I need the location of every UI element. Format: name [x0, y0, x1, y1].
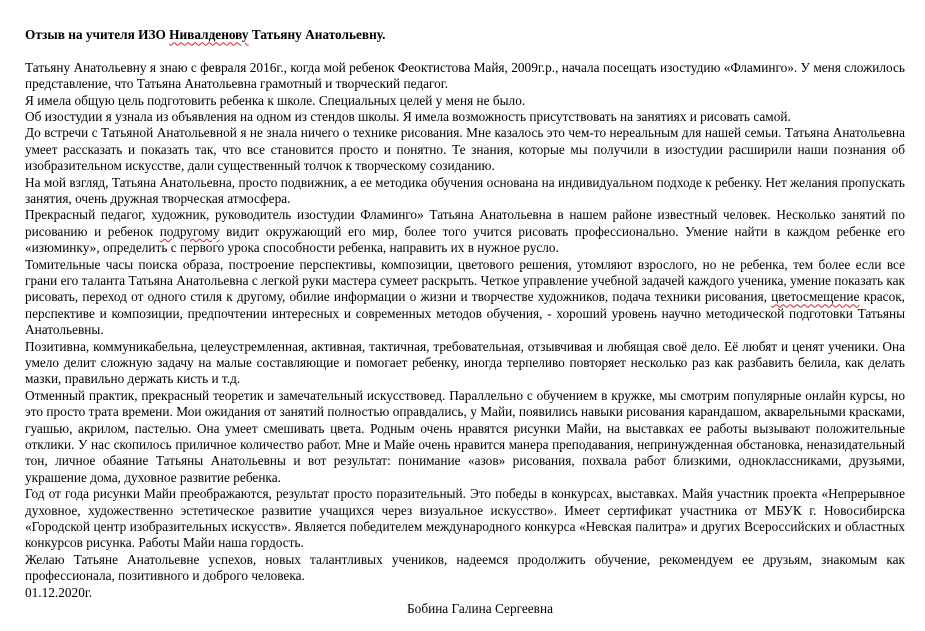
document-page: [25, 14, 905, 631]
paragraph: Год от года рисунки Майи преображаются, результат просто поразительный. Это победы в конкурсах, выставках. Майя участник проекта «Непрерывное духовное, художественно эстетическое развитие учащихся через визуальное искусство». Имеет сертификат участника от МБУК г. Новосибирска «Городской центр изобразительных искусств». Является победителем международного конкурса «Невская палитра» и других Всероссийских и областных конкурсов рисунка. Работы Майи наша гордость.: [25, 486, 905, 551]
paragraph: Отменный практик, прекрасный теоретик и замечательный искусствовед. Параллельно с обучением в кружке, мы смотрим популярные онлайн курсы, но это просто трата времени. Мои ожидания от занятий полностью оправдались, у Майи, появились навыки рисования карандашом, акварельными красками, гуашью, акрилом, пастелью. Она умеет смешивать цвета. Родным очень нравятся рисунки Майи, на выставках ее работы вызывают положительные отклики. У нас скопилось приличное количество работ. Мне и Майе очень нравится манера преподавания, непринужденная обстановка, неназидательный тон, личное обаяние Татьяны Анатольевны и вот результат: понимание «азов» рисования, похвала работ близкими, одноклассниками, друзьями, украшение дома, духовное развитие ребенка.: [25, 387, 905, 485]
paragraph: До встречи с Татьяной Анатольевной я не знала ничего о технике рисования. Мне казалось это чем-то нереальным для нашей семьи. Татьяна Анатольевна умеет рассказать и показать так, что все становится просто и понятно. Те знания, которые мы получили в изостудии расширили наши познания об изобразительном искусстве, дали существенный толчок к творческому созиданию.: [25, 125, 905, 174]
misspelled-word: Нивалденову: [169, 27, 249, 43]
misspelled-word: цветосмещение: [771, 289, 860, 305]
paragraph: Прекрасный педагог, художник, руководитель изостудии Фламинго» Татьяна Анатольевна в нашем районе известный человек. Несколько занятий по рисованию и ребенок подругому видит окружающий его мир, более того учится рисовать профессионально. Умение найти в каждом ребенке его «изюминку», определить с первого урока способности ребенка, направить их в нужное русло.: [25, 207, 905, 256]
document-date: 01.12.2020г.: [25, 584, 93, 600]
paragraph: Об изостудии я узнала из объявления на одном из стендов школы. Я имела возможность присутствовать на занятиях и рисовать самой.: [25, 108, 791, 124]
paragraph: На мой взгляд, Татьяна Анатольевна, просто подвижник, а ее методика обучения основана на индивидуальном подходе к ребенку. Нет желания пропускать занятия, очень дружная творческая атмосфера.: [25, 174, 905, 206]
paragraph: Томительные часы поиска образа, построение перспективы, композиции, цветового решения, утомляют взрослого, но не ребенка, тем более если все грани его таланта Татьяна Анатольевна с легкой руки мастера сумеет раскрыть. Четкое управление учебной задачей каждого ученика, умение показать как рисовать, переход от одного стиля к другому, обилие информации о жизни и творчестве художников, подача техники рисования, цветосмещение красок, перспективе и композиции, предпочтении интересных и современных методов обучения, - хороший уровень научно методической подготовки Татьяны Анатольевны.: [25, 256, 906, 338]
paragraph: Татьяну Анатольевну я знаю с февраля 2016г., когда мой ребенок Феоктистова Майя, 2009г.р., начала посещать изостудию «Фламинго». У меня сложилось представление, что Татьяна Анатольевна грамотный и творческий педагог.: [25, 59, 905, 92]
misspelled-word: подругому: [159, 223, 220, 239]
signature: Бобина Галина Сергеевна: [407, 601, 553, 617]
paragraph: Позитивна, коммуникабельна, целеустремленная, активная, тактичная, требовательная, отзывчивая и любящая своё дело. Её любят и ценят ученики. Она умело делит сложную задачу на малые составляющие и помогает ребенку, иногда терпеливо повторяет несколько раз как разбавить белила, как делать мазки, правильно держать кисть и т.д.: [25, 338, 905, 387]
paragraph: Желаю Татьяне Анатольевне успехов, новых талантливых учеников, надеемся продолжить обучение, рекомендуем ее друзьям, знакомым как профессионала, позитивного и доброго человека.: [25, 551, 905, 584]
document-title: Отзыв на учителя ИЗО Нивалденову Татьяну Анатольевну.: [25, 27, 386, 43]
paragraph: Я имела общую цель подготовить ребенка к школе. Специальных целей у меня не было.: [25, 92, 526, 108]
